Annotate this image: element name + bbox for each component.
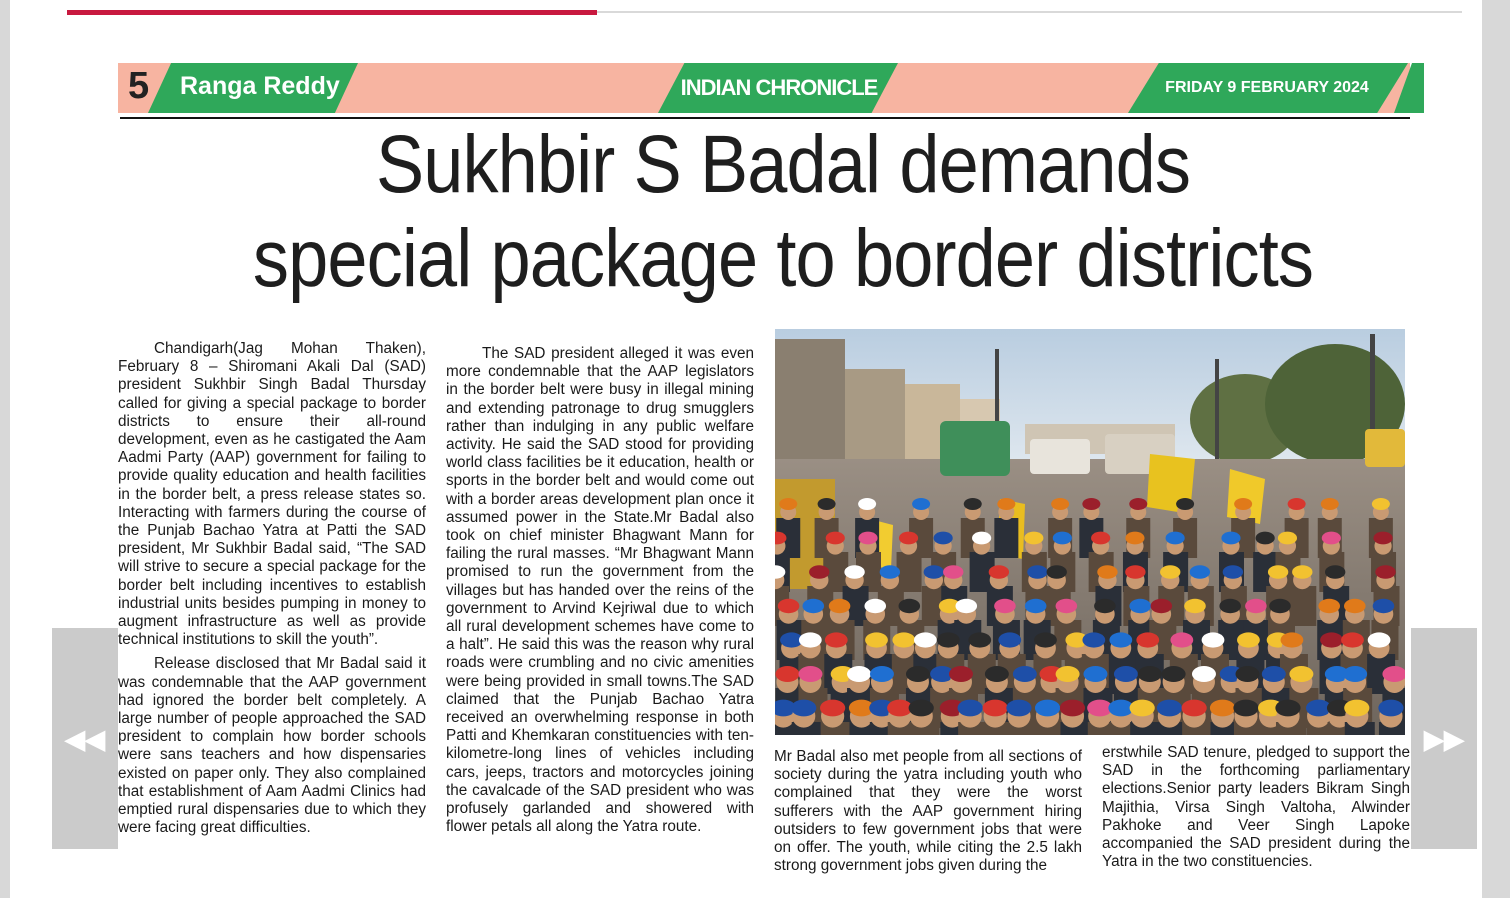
paragraph: The SAD president alleged it was even more condemnable that the AAP legislators in the border belt were busy in illegal mining and extending patronage to drug smugglers rather than indulging in any public welfare activity. He said the SAD stood for providing world class facilities be it education, health or sports in the border belt and would come out with a border areas development plan once it assumed power in the State.Mr Badal also took on chief minister Bhagwant Mann for failing the rural masses. “Mr Bhagwant Mann promised to run the government from the villages but has handed over the reins of the government to Arvind Kejriwal due to which all rural development schemes have come to a halt”. He said this was the reason why rural roads were crumbling and no civic amenities were being provided in small towns.The SAD claimed that the Punjab Bachao Yatra received an overwhelming response in both Patti and Khemkaran constituencies with ten-kilometre-long lines of vehicles including cars, jeeps, tractors and motorcycles joining the cavalcade of the SAD president who was profusely garlanded and showered with flower petals all along the Yatra route. (446, 345, 754, 836)
paragraph: Release disclosed that Mr Badal said it was condemnable that the AAP government had ignored the border belt completely. A large number of people approached the SAD president to complain how border schools were sans teachers and how dispensaries existed on paper only. They also complained that establishment of Aam Aadmi Clinics had emptied rural dispensaries due to which they were facing great difficulties. (118, 655, 426, 837)
issue-date: FRIDAY 9 FEBRUARY 2024 (1165, 79, 1369, 96)
article-headline (198, 118, 1368, 306)
rewind-icon: ◀◀ (65, 724, 105, 754)
paragraph: Mr Badal also met people from all sections of society during the yatra including youth who complained that they were the worst sufferers with the AAP government hiring outsiders to few government jobs that were on offer. The youth, while citing the 2.5 lakh strong government jobs given during the (774, 748, 1082, 875)
viewer-right-scrollbar[interactable] (1482, 0, 1510, 898)
newspaper-name: INDIAN CHRONICLE (680, 75, 878, 100)
article-column-2 (446, 345, 754, 836)
paragraph: Chandigarh(Jag Mohan Thaken), February 8 – Shiromani Akali Dal (SAD) president Sukhbir Singh Badal Thursday called for giving a special package to border districts to ensure their all-round development, even as he castigated the Aam Aadmi Party (AAP) government for failing to provide quality education and health facilities in the border belt, a press release states so. Interacting with farmers during the course of the Punjab Bachao Yatra at Patti the SAD president, Mr Sukhbir Badal said, “The SAD will strive to secure a special package for the border belt including incentives to establish industrial units besides pumping in money to augment infrastructure as well as provide technical institutions to skill the youth”. (118, 340, 426, 649)
rally-photo (775, 329, 1405, 735)
section-name: Ranga Reddy (180, 72, 340, 100)
article-column-3 (774, 748, 1082, 875)
headline-line-1: Sukhbir S Badal demands (375, 119, 1191, 210)
article-column-4 (1102, 744, 1410, 871)
next-page-button[interactable] (1411, 628, 1477, 849)
fast-forward-icon: ▶▶ (1424, 724, 1464, 754)
viewer-left-margin (0, 0, 10, 898)
article-column-1 (118, 340, 426, 837)
previous-page-button[interactable] (52, 628, 118, 849)
headline-line-2: special package to border districts (252, 213, 1314, 304)
paragraph: erstwhile SAD tenure, pledged to support the SAD in the forthcoming parliamentary elections.Senior party leaders Bikram Singh Majithia, Virsa Singh Valtoha, Alwinder Pakhoke and Veer Singh Lapoke accompanied the SAD president during the Yatra in the two constituencies. (1102, 744, 1410, 871)
page-number: 5 (128, 65, 150, 107)
masthead-band (118, 63, 1410, 113)
reading-progress-bar (67, 10, 597, 15)
